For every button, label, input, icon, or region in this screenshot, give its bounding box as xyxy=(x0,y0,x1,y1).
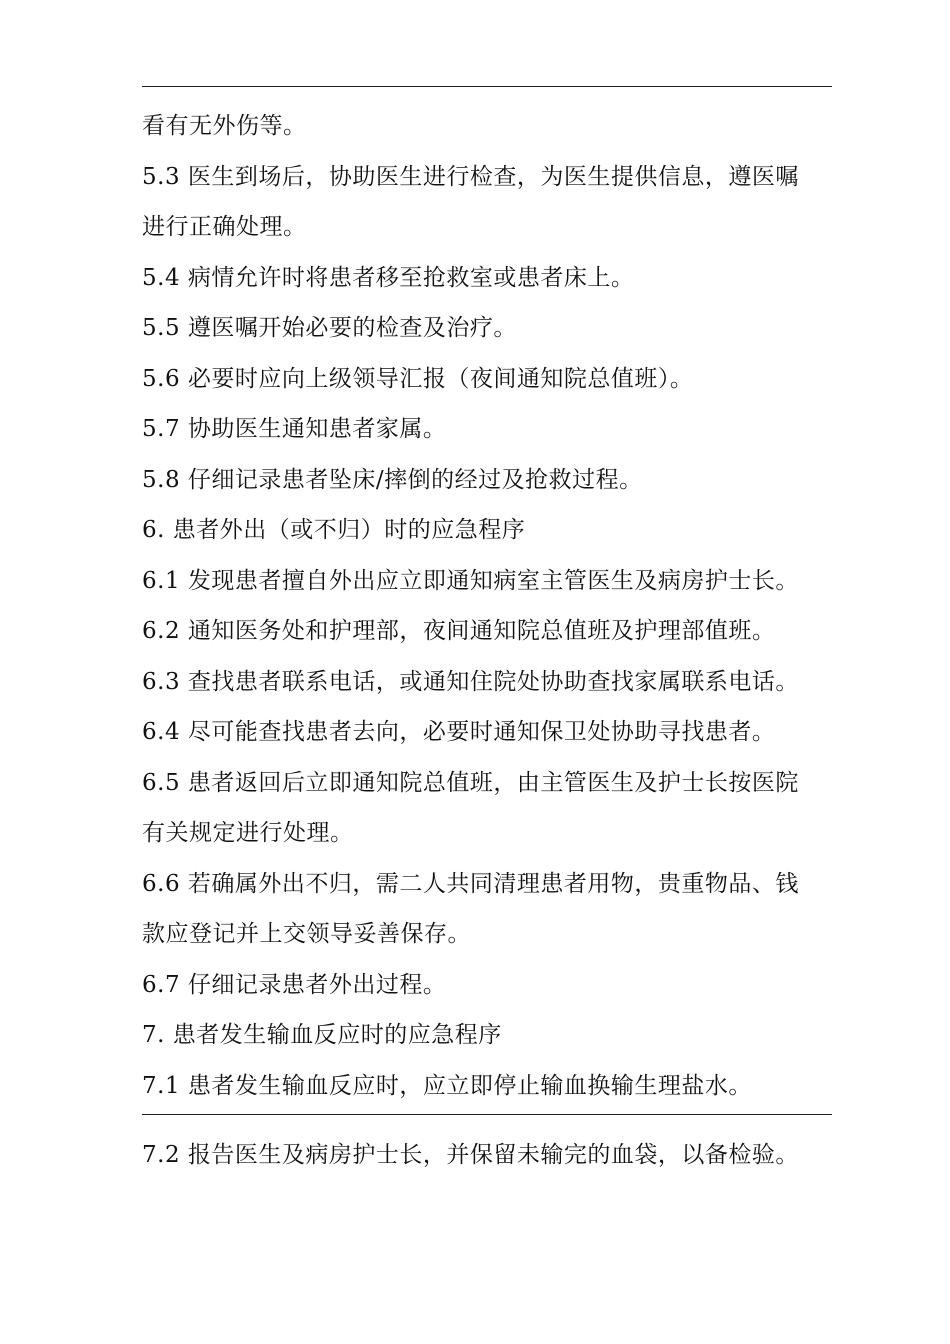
text-line: 6.7 仔细记录患者外出过程。 xyxy=(142,971,447,998)
text-line: 5.6 必要时应向上级领导汇报（夜间通知院总值班）。 xyxy=(142,365,694,392)
page-body xyxy=(142,101,842,1111)
text-line: 6.2 通知医务处和护理部，夜间通知院总值班及护理部值班。 xyxy=(142,618,776,644)
text-line: 进行正确处理。 xyxy=(142,214,307,240)
section-heading: 6. 患者外出（或不归）时的应急程序 xyxy=(142,517,526,543)
text-line: 6.3 查找患者联系电话，或通知住院处协助查找家属联系电话。 xyxy=(142,668,799,695)
text-line: 5.4 病情允许时将患者移至抢救室或患者床上。 xyxy=(142,264,635,291)
page-continuation xyxy=(142,1130,842,1181)
text-line: 6.5 患者返回后立即通知院总值班，由主管医生及护士长按医院 xyxy=(142,769,799,796)
text-line: 5.8 仔细记录患者坠床/摔倒的经过及抢救过程。 xyxy=(142,466,643,493)
text-line: 6.1 发现患者擅自外出应立即通知病室主管医生及病房护士长。 xyxy=(142,567,799,594)
text-line: 看有无外伤等。 xyxy=(142,113,307,139)
text-line: 6.6 若确属外出不归，需二人共同清理患者用物，贵重物品、钱 xyxy=(142,870,799,897)
top-rule xyxy=(142,86,832,87)
text-line: 5.3 医生到场后，协助医生进行检查，为医生提供信息，遵医嘱 xyxy=(142,163,799,190)
text-line: 7.2 报告医生及病房护士长，并保留未输完的血袋，以备检验。 xyxy=(142,1142,799,1168)
section-heading: 7. 患者发生输血反应时的应急程序 xyxy=(142,1022,502,1048)
footer-rule xyxy=(142,1114,832,1115)
text-line: 5.5 遵医嘱开始必要的检查及治疗。 xyxy=(142,315,517,341)
text-line: 7.1 患者发生输血反应时，应立即停止输血换输生理盐水。 xyxy=(142,1072,752,1099)
text-line: 有关规定进行处理。 xyxy=(142,820,354,846)
text-line: 5.7 协助医生通知患者家属。 xyxy=(142,416,447,442)
text-line: 6.4 尽可能查找患者去向，必要时通知保卫处协助寻找患者。 xyxy=(142,719,776,745)
text-line: 款应登记并上交领导妥善保存。 xyxy=(142,921,471,947)
